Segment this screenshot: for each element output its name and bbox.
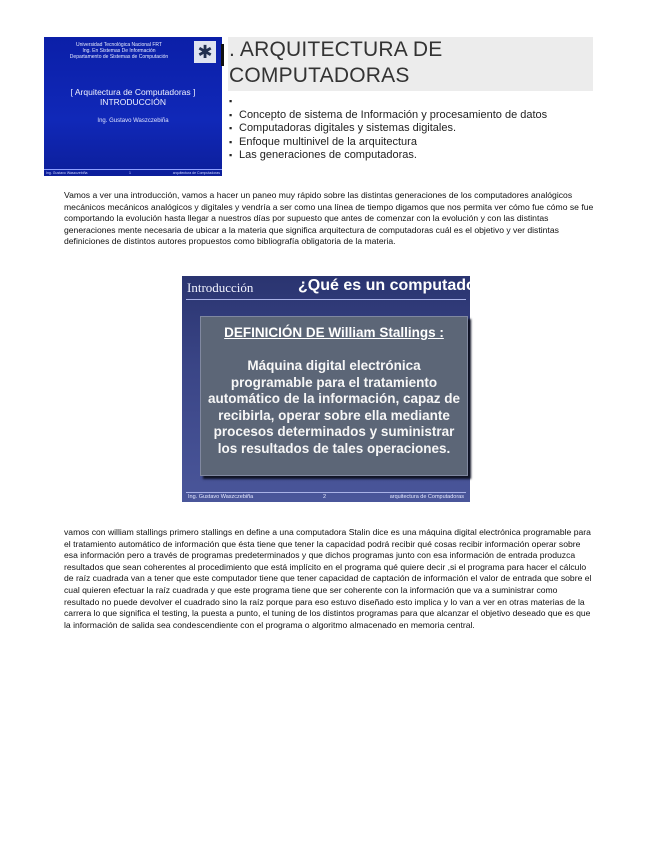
university-line: Universidad Tecnológica Nacional FRT bbox=[76, 42, 162, 48]
university-logo-icon: ✱ bbox=[194, 41, 216, 63]
definition-text bbox=[207, 358, 461, 457]
slide-section-label: Introducción bbox=[187, 280, 254, 295]
footer-author: Ing. Gustavo Waszczebiña bbox=[46, 171, 88, 175]
footer-course: arquitectura de Computadoras bbox=[172, 171, 220, 175]
university-line: Ing. En Sistemas De Información bbox=[82, 48, 156, 54]
slide-author: Ing. Gustavo Waszczebiña bbox=[97, 118, 169, 124]
definition-line: programable para el tratamiento bbox=[230, 374, 438, 390]
bullet-icon: ▪ bbox=[229, 123, 233, 133]
slide-title-line: [ Arquitectura de Computadoras ] bbox=[70, 87, 196, 97]
list-item: ▪ Concepto de sistema de Información y procesamiento de datos bbox=[229, 108, 548, 121]
definition-box bbox=[200, 316, 468, 476]
stallings-paragraph: vamos con william stallings primero stallings en define a una computadora Stalin dice es una máquina digital electrónica programable para el tratamiento automático de información que ésta tiene que tener la capacidad podrá recibir qué cosas recibir información operar sobre esa información pero a través de programas predeterminados y que dichos programas junto con esa información de entrada produzca resultados que sean coherentes al procedimiento que está implícito en el programa qué quiere decir ,si el programa para hacer el cálculo de raíz cuadrada van a tener que este computador tiene que tener capacidad de captación de información el valor de entrada que sobre el cual quieren efectuar la raíz cuadrada y que este programa tiene que ser coherente con la información que va a suministrar como resultado no puede devolver el cuadrado sino la raíz porque para eso estuvo diseñado esto implica y lo van a ver en otras materias de la carrera lo que significa el testing, la puesta a punto, el tuning de los distintos programas para que alcanzar el objetivo deseado que es que la información de salida sea condescendiente con el programa o algoritmo almacenado en memoria central. bbox=[64, 527, 592, 630]
slide-header bbox=[182, 276, 492, 300]
definition-title: DEFINICIÓN DE William Stallings : bbox=[224, 325, 444, 340]
definition-line: automático de la información, capaz de bbox=[207, 391, 461, 406]
footer-author: Ing. Gustavo Waszczebiña bbox=[188, 494, 254, 500]
slide-question: ¿Qué es un computador? bbox=[298, 277, 492, 294]
definition-slide bbox=[182, 276, 492, 502]
slide-subtitle: INTRODUCCIÓN bbox=[99, 97, 167, 107]
university-header bbox=[54, 42, 184, 60]
bullet-icon: ▪ bbox=[229, 150, 233, 160]
topic-list bbox=[229, 95, 579, 163]
intro-paragraph: Vamos a ver una introducción, vamos a hacer un paneo muy rápido sobre las distintas generaciones de los computadores analógicos mecánicos mecánicos analógicos y digitales y vendría a ser como una línea de tiempo digamos que nos permita ver cómo fue cómo se fue comportando la evolución hasta llegar a nuestros días por supuesto que antes de comenzar con la evolución y con las distintas generaciones mente necesaria de ubicar a la materia que significa arquitectura de computadoras cuál es el objetivo y ver distintas definiciones de distintos autores propuestos como bibliografía obligatoria de la materia. bbox=[64, 190, 594, 247]
footer-course: arquitectura de Computadoras bbox=[389, 494, 464, 500]
university-line: Departamento de Sistemas de Computación bbox=[69, 54, 169, 60]
bullet-icon: ▪ bbox=[229, 96, 233, 106]
definition-line: procesos determinados y suministrar bbox=[213, 424, 455, 439]
header-divider bbox=[186, 299, 466, 300]
heading-line: COMPUTADORAS bbox=[229, 64, 410, 87]
slide-footer bbox=[186, 492, 466, 502]
heading-marker bbox=[221, 44, 224, 66]
definition-line: Máquina digital electrónica bbox=[247, 358, 421, 373]
title-slide-thumbnail bbox=[44, 37, 222, 176]
list-item: ▪ Enfoque multinivel de la arquitectura bbox=[229, 135, 417, 148]
slide-footer bbox=[44, 169, 222, 176]
section-heading bbox=[229, 37, 589, 89]
bullet-icon: ▪ bbox=[229, 109, 233, 120]
list-item: ▪ Las generaciones de computadoras. bbox=[229, 149, 417, 161]
definition-line: recibirla, operar sobre ella mediante bbox=[218, 407, 450, 423]
heading-line: . ARQUITECTURA DE bbox=[229, 38, 443, 61]
footer-page-number: 2 bbox=[323, 494, 327, 500]
slide-title bbox=[44, 87, 222, 107]
definition-line: los resultados de tales operaciones. bbox=[217, 440, 451, 456]
bullet-icon: ▪ bbox=[229, 136, 233, 147]
list-item bbox=[229, 95, 579, 109]
footer-page-number: 1 bbox=[129, 171, 131, 175]
list-item: ▪ Computadoras digitales y sistemas digitales. bbox=[229, 122, 457, 134]
